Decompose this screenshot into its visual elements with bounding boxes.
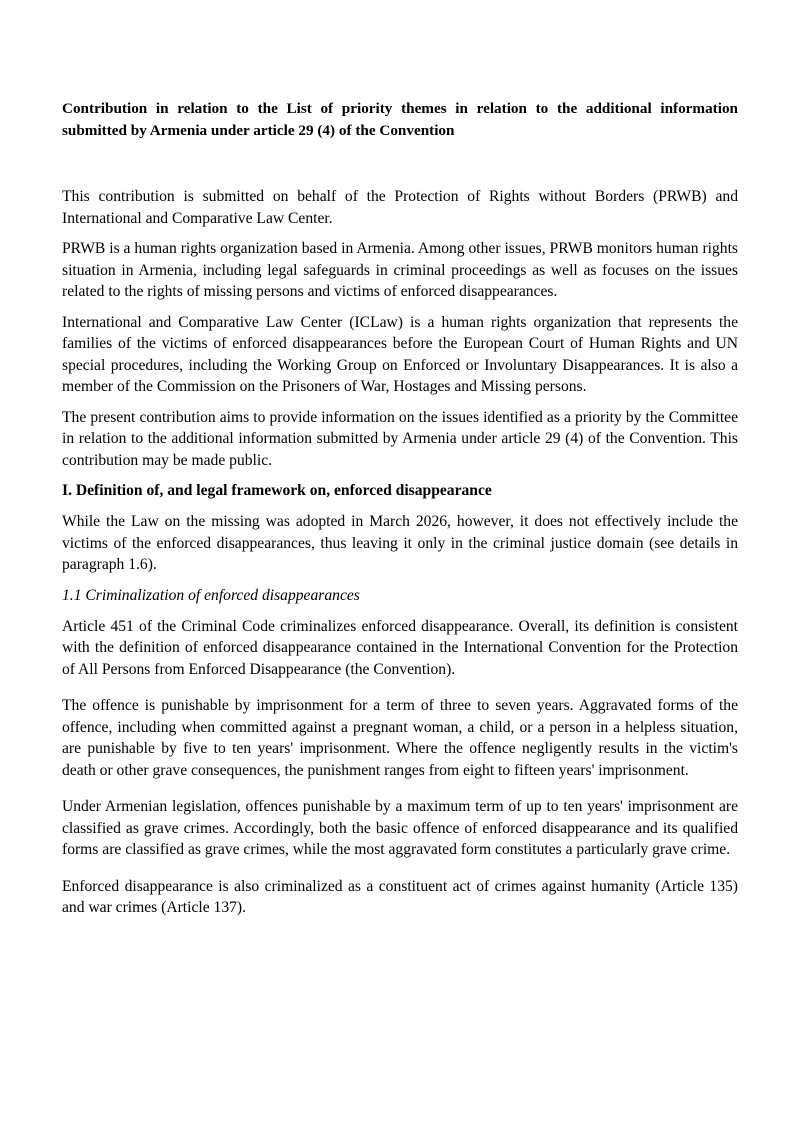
- intro-paragraph-1: This contribution is submitted on behalf of the Protection of Rights without Borders (PRWB) and International and Comparative Law Center.: [62, 188, 738, 227]
- subsection-paragraph-4: Enforced disappearance is also criminalized as a constituent act of crimes against humanity (Article 135) and war crimes (Article 137).: [62, 877, 738, 916]
- intro-paragraph-3: International and Comparative Law Center (ICLaw) is a human rights organization that represents the families of the victims of enforced disappearances before the European Court of Human Rights and UN special procedures, including the Working Group on Enforced or Involuntary Disappearances. It is also a member of the Commission on the Prisoners of War, Hostages and Missing persons.: [62, 313, 738, 395]
- subsection-paragraph-1: Article 451 of the Criminal Code criminalizes enforced disappearance. Overall, its definition is consistent with the definition of enforced disappearance contained in the International Convention for the Protection of All Persons from Enforced Disappearance (the Convention).: [62, 617, 738, 678]
- subsection-paragraph-3: Under Armenian legislation, offences punishable by a maximum term of up to ten years' imprisonment are classified as grave crimes. Accordingly, both the basic offence of enforced disappearance and its qualified forms are classified as grave crimes, while the most aggravated form constitutes a particularly grave crime.: [62, 798, 738, 858]
- subsection-heading-criminalization: 1.1 Criminalization of enforced disappearances: [62, 586, 360, 604]
- intro-paragraph-2: PRWB is a human rights organization based in Armenia. Among other issues, PRWB monitors human rights situation in Armenia, including legal safeguards in criminal proceedings as well as focuses on the issues related to the rights of missing persons and victims of enforced disappearances.: [62, 240, 738, 300]
- document-title: Contribution in relation to the List of priority themes in relation to the additional information submitted by Armenia under article 29 (4) of the Convention: [62, 100, 738, 139]
- subsection-paragraph-2: The offence is punishable by imprisonment for a term of three to seven years. Aggravated forms of the offence, including when committed against a pregnant woman, a child, or a person in a helpless situation, are punishable by five to ten years' imprisonment. Where the offence negligently results in the victim's death or other grave consequences, the punishment ranges from eight to fifteen years' imprisonment.: [62, 697, 738, 779]
- section-paragraph-law-on-missing: While the Law on the missing was adopted in March 2026, however, it does not effectively include the victims of the enforced disappearances, thus leaving it only in the criminal justice domain (see details in paragraph 1.6).: [62, 513, 738, 573]
- section-heading-definition: I. Definition of, and legal framework on, enforced disappearance: [62, 482, 492, 499]
- intro-paragraph-4: The present contribution aims to provide information on the issues identified as a priority by the Committee in relation to the additional information submitted by Armenia under article 29 (4) of the Convention. This contribution may be made public.: [62, 408, 738, 469]
